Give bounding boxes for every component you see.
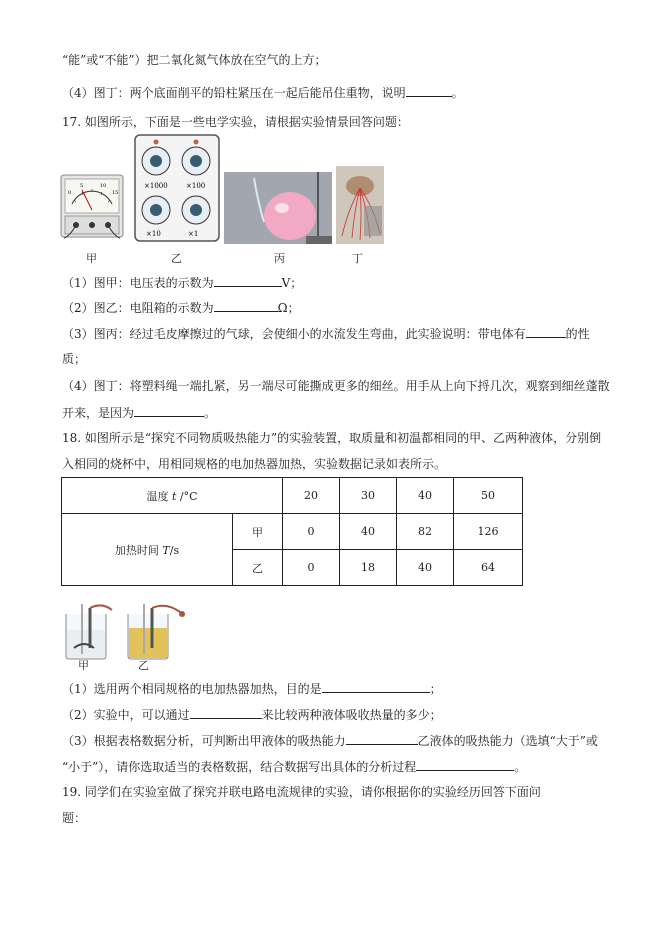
answer-blank-q18-1[interactable]: [322, 680, 430, 693]
q18-1-text: （1）选用两个相同规格的电加热器加热，目的是: [62, 682, 322, 696]
q18-3-mid: 乙液体的吸热能力（选填“大于”或: [417, 734, 598, 748]
answer-blank-q18-2[interactable]: [190, 706, 262, 719]
q18-3-end: 。: [514, 760, 527, 774]
answer-blank-q17-3[interactable]: [526, 325, 566, 338]
dial-label-x1000: ×1000: [144, 182, 168, 190]
q16-4-end: 。: [451, 86, 464, 100]
q18-3-text: （3）根据表格数据分析，可判断出甲液体的吸热能力: [62, 734, 346, 748]
balloon-figure: [224, 172, 332, 244]
beakers-figure: [60, 604, 188, 660]
answer-blank-q18-3a[interactable]: [346, 732, 418, 745]
answer-blank-q17-1[interactable]: [214, 274, 282, 287]
table-row-label-yi: 乙: [233, 550, 283, 586]
q18-2-end: 来比较两种液体吸收热量的多少；: [261, 708, 442, 722]
resistance-box-figure: [134, 134, 220, 242]
voltmeter-scale-10: 10: [100, 183, 107, 189]
line-q18-2: [62, 706, 442, 723]
voltmeter-scale-5: 5: [80, 183, 84, 189]
caption-beaker-jia: 甲: [78, 659, 89, 672]
table-cell-temp-1: 20: [283, 478, 340, 514]
line-q17-1: [62, 274, 302, 291]
line-q17-2: [62, 299, 300, 316]
dial-x1000: [142, 147, 170, 190]
caption-bing: 丙: [274, 252, 285, 265]
line-q17-3-cont: 质；: [62, 352, 87, 366]
line-q16-3: “能”或“不能”）把二氧化氮气体放在空气的上方；: [62, 53, 327, 67]
table-cell: 0: [283, 514, 340, 550]
table-header-temp: 温度 t /°C: [62, 478, 283, 514]
table-cell: 0: [283, 550, 340, 586]
answer-blank-q18-3b[interactable]: [416, 758, 514, 771]
q17-3-text: （3）图丙：经过毛皮摩擦过的气球，会使细小的水流发生弯曲，此实验说明：带电体有: [62, 327, 526, 341]
q17-4-end: 。: [204, 406, 217, 420]
beaker-yi: [128, 604, 185, 659]
table-row: [62, 514, 523, 550]
question-18-title-cont: 入相同的烧杯中，用相同规格的电加热器加热，实验数据记录如表所示。: [62, 457, 447, 471]
line-q16-4: [62, 84, 464, 101]
q16-4-text: （4）图丁：两个底面削平的铅柱紧压在一起后能吊住重物，说明: [62, 86, 406, 100]
table-cell: 64: [454, 550, 523, 586]
q17-2-text: （2）图乙：电阻箱的示数为: [62, 301, 214, 315]
beaker-jia: [66, 604, 112, 659]
q17-1-text: （1）图甲：电压表的示数为: [62, 276, 214, 290]
data-table: [61, 477, 523, 586]
table-cell: 82: [397, 514, 454, 550]
q17-4-text: 开来，是因为: [62, 406, 135, 420]
line-q18-3: [62, 732, 598, 749]
line-q18-3-cont: [62, 758, 526, 775]
caption-beaker-yi: 乙: [138, 659, 149, 672]
dial-label-x1: ×1: [188, 230, 199, 238]
table-cell-temp-4: 50: [454, 478, 523, 514]
line-q18-1: [62, 680, 442, 697]
line-q17-4-cont: [62, 404, 216, 421]
line-q17-4: （4）图丁：将塑料绳一端扎紧，另一端尽可能撕成更多的细丝。用手从上向下捋几次，观察到细丝蓬散: [62, 379, 610, 393]
caption-jia: 甲: [86, 252, 97, 265]
q17-1-end: V；: [281, 276, 303, 290]
voltmeter-figure: [60, 174, 124, 240]
table-cell: 40: [340, 514, 397, 550]
q18-1-end: ；: [429, 682, 442, 696]
question-17-title: 17. 如图所示，下面是一些电学实验，请根据实验情景回答问题：: [62, 115, 409, 129]
q18-3-text-cont: “小于”），请你选取适当的表格数据，结合数据写出具体的分析过程: [62, 760, 417, 774]
q18-2-text: （2）实验中，可以通过: [62, 708, 190, 722]
answer-blank-q16-4[interactable]: [406, 84, 452, 97]
table-cell: 18: [340, 550, 397, 586]
answer-blank-q17-4[interactable]: [134, 404, 204, 417]
line-q17-3: [62, 325, 590, 342]
voltmeter-scale-15: 15: [112, 190, 119, 196]
caption-ding: 丁: [352, 252, 363, 265]
voltmeter-scale-0: 0: [68, 190, 72, 196]
dial-label-x10: ×10: [146, 230, 161, 238]
answer-blank-q17-2[interactable]: [214, 299, 278, 312]
dial-label-x100: ×100: [186, 182, 206, 190]
caption-yi: 乙: [171, 252, 182, 265]
table-cell: 126: [454, 514, 523, 550]
q17-3-end: 的性: [565, 327, 590, 341]
question-19-title: 19. 同学们在实验室做了探究并联电路电流规律的实验，请你根据你的实验经历回答下面问: [62, 785, 541, 799]
table-header-time: 加热时间 T/s: [62, 514, 233, 586]
q17-2-end: Ω；: [277, 301, 300, 315]
question-19-title-cont: 题：: [62, 811, 87, 825]
balloon: [264, 192, 316, 240]
plastic-strands-figure: [336, 166, 384, 244]
table-cell: 40: [397, 550, 454, 586]
table-row-label-jia: 甲: [233, 514, 283, 550]
table-cell-temp-2: 30: [340, 478, 397, 514]
table-cell-temp-3: 40: [397, 478, 454, 514]
question-18-title: 18. 如图所示是“探究不同物质吸热能力”的实验装置，取质量和初温都相同的甲、乙两种液体，分别倒: [62, 431, 602, 445]
